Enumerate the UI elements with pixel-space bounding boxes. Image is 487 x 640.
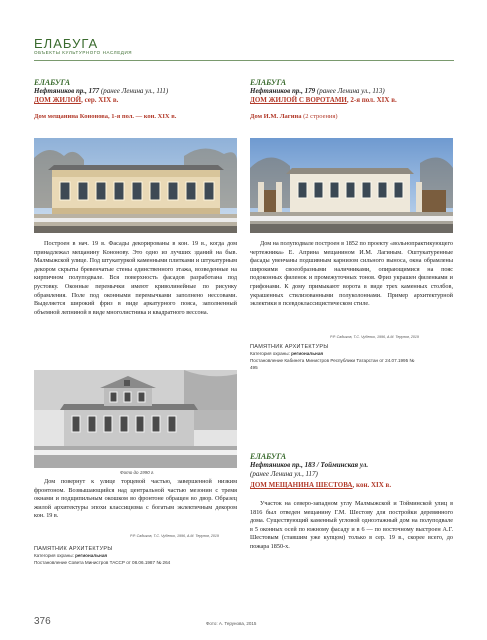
entry2-caption-note: (2 строения) [301, 113, 338, 120]
entry2-city: ЕЛАБУГА [250, 78, 287, 87]
footer-photo-credit: Фото: А. Терунова, 2015 [206, 621, 257, 626]
entry2-object-name: ДОМ ЖИЛОЙ С ВОРОТАМИ [250, 96, 347, 104]
entry3-description: Дом повернут к улице торцевой частью, завершенной низким фронтоном. Возвышающийся над центральной частью мезонин с тремя окнами и подщипильным окошком во фронтоне обращен во двор. Образец жилой архитектуры эпохи классицизма с богатым эклектичным декором кон. 19 в. [34, 478, 237, 520]
entry3-photo [34, 370, 237, 468]
entry1-caption [34, 113, 234, 120]
entry1-object-date: , сер. XIX в. [81, 96, 119, 104]
page-number: 376 [34, 616, 51, 627]
entry2-address-former: (ранее Ленина ул., 113) [316, 87, 385, 95]
entry2-caption [250, 113, 460, 120]
entry3-photo-date: Фото до 1990 г. [120, 470, 155, 475]
entry3-credit: Р.Р. Садыков, Т.С. Чубенко, 1996, А.М. Терунов, 2019 [130, 534, 219, 538]
entry4-description: Участок на северо-западном углу Малмыжской и Тойминской улиц в 1816 был отведен мещанину Г.М. Шестову для постройки деревянного дома. Существующий каменный угловой одноэтажный дом на полуподвале в 5 оконных осей по южному фасаду и в 6 — по восточному выстроен А.Г. Шестовым (ставшим уже купцом) только в сер. 19 в., скорее всего, до пожара 1850-х. [250, 500, 453, 550]
entry2-address [250, 87, 460, 96]
entry2-object [250, 96, 460, 105]
entry4-heading [250, 452, 460, 490]
entry2-caption-text: Дом И.М. Лагина [250, 113, 302, 120]
entry2-monument-block [250, 344, 453, 371]
entry4-address [250, 461, 460, 470]
entry1-caption-text: Дом мещанина Кононова, 1-я пол. — кон. XIX в. [34, 113, 177, 120]
entry4-address-former: (ранее Ленина ул., 117) [250, 470, 318, 478]
entry1-address [34, 87, 234, 96]
entry1-object [34, 96, 234, 105]
entry3-category-label: Категория охраны: [34, 553, 76, 558]
house-photo-old [34, 370, 237, 468]
entry1-photo [34, 138, 237, 233]
entry4-object [250, 481, 460, 490]
entry2-photo [250, 138, 453, 233]
house-photo-lagin [250, 138, 453, 233]
entry1-heading [34, 78, 234, 120]
entry3-category-value: региональная [75, 553, 108, 558]
entry3-monument-title: ПАМЯТНИК АРХИТЕКТУРЫ [34, 546, 113, 552]
entry2-monument-category [250, 350, 453, 357]
entry2-address-main: Нефтяников пр., 179 [250, 87, 316, 95]
entry2-monument-doc: Постановление Кабинета Министров Республики Татарстан от 24.07.1995 № 495 [250, 358, 415, 370]
entry1-address-former: (ранее Ленина ул., 111) [100, 87, 169, 95]
entry4-city: ЕЛАБУГА [250, 452, 287, 461]
entry2-category-value: региональная [291, 351, 324, 356]
entry2-monument-title: ПАМЯТНИК АРХИТЕКТУРЫ [250, 344, 329, 350]
entry2-object-date: , 2-я пол. XIX в. [346, 96, 397, 104]
entry1-city: ЕЛАБУГА [34, 78, 71, 87]
house-photo-kononov [34, 138, 237, 233]
entry3-monument-block [34, 546, 237, 566]
entry4-object-date: , кон. XIX в. [352, 481, 392, 489]
page-header-title: ЕЛАБУГА [34, 36, 99, 51]
entry2-category-label: Категория охраны: [250, 351, 292, 356]
entry1-object-name: ДОМ ЖИЛОЙ [34, 96, 82, 104]
entry2-heading [250, 78, 460, 120]
header-divider [34, 60, 454, 61]
entry3-monument-category [34, 552, 237, 559]
entry1-address-main: Нефтяников пр., 177 [34, 87, 100, 95]
entry1-description: Построен в нач. 19 в. Фасады декорированы в кон. 19 в., когда дом принадлежал мещанину Кононову. Это одно из лучших зданий на быв. Малмыжской улице. Под штукатуркой каменными плитками и штукатурным декором скрыты бревенчатые стены единственного этажа, возведенные на кирпичном полуподвале. Вся поверхность фасадов разработана под рустовку. Оконные перемычки имеют криволинейные по рисунку обрамления. Поле под оконными перемычками заполнено нессовами. Выделяется широкий фриз в виде аркатурного пояса, заполненный объемной лепниной в виде многолистника и квадратного вессона. [34, 240, 237, 316]
entry2-description: Дом на полуподвале построен в 1852 по проекту «вольнопрактикующего чертежника» Е. Априна мещанином И.М. Лагиным. Оштукатуренные фасады увенчаны подшивным карнизом сильного выноса, окна обрамлены широкими своеобразными наличниками, опирающимися на пояс подоконных филенок и промежуточных тонов. Фриз украшен филенками и грифонами. К дому примыкают ворота в виде трех каменных столбов, украшенных стилизованными полуколоннами. Пример архитектурной эклектики в псевдоклассицистическом стиле. [250, 240, 453, 308]
entry3-monument-doc: Постановление Совета Министров ТАССР от 08.06.1987 № 264 [34, 560, 171, 565]
entry2-credit: Р.Р. Садыков, Т.С. Чубенко, 1996, А.М. Терунов, 2019 [330, 335, 419, 339]
entry4-object-name: ДОМ МЕЩАНИНА ШЕСТОВА [250, 481, 353, 489]
entry4-address-main: Нефтяников пр., 183 / Тойминская ул. [250, 461, 369, 469]
page-header-subtitle: ОБЪЕКТЫ КУЛЬТУРНОГО НАСЛЕДИЯ [34, 50, 133, 55]
